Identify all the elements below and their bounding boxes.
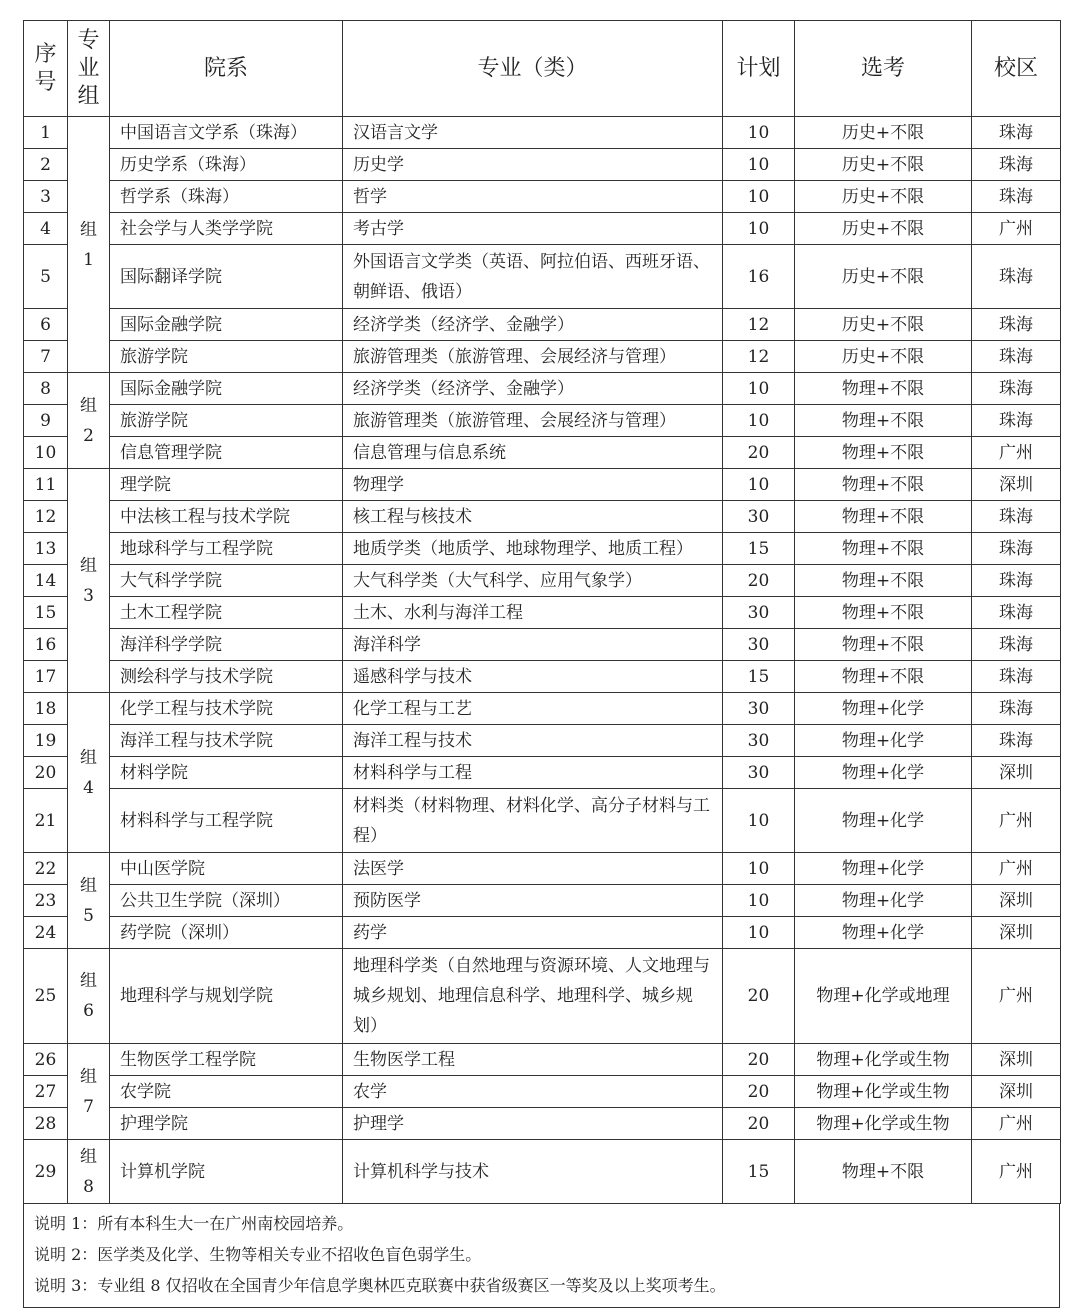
cell-campus: 珠海 (972, 117, 1061, 149)
cell-plan: 30 (723, 597, 795, 629)
cell-plan: 15 (723, 533, 795, 565)
cell-dept: 护理学院 (110, 1108, 343, 1140)
cell-subject: 历史+不限 (795, 181, 972, 213)
cell-plan: 10 (723, 917, 795, 949)
cell-dept: 国际金融学院 (110, 373, 343, 405)
cell-campus: 广州 (972, 1108, 1061, 1140)
table-row (24, 853, 1061, 885)
cell-subject: 物理+不限 (795, 501, 972, 533)
header-subject: 选考 (795, 21, 972, 117)
table-row (24, 725, 1061, 757)
cell-plan: 10 (723, 149, 795, 181)
table-row (24, 437, 1061, 469)
table-row (24, 789, 1061, 853)
cell-subject: 物理+化学 (795, 885, 972, 917)
table-row (24, 661, 1061, 693)
cell-campus: 深圳 (972, 1076, 1061, 1108)
cell-dept: 中法核工程与技术学院 (110, 501, 343, 533)
cell-dept: 地理科学与规划学院 (110, 949, 343, 1044)
cell-plan: 10 (723, 789, 795, 853)
table-row (24, 373, 1061, 405)
cell-subject: 物理+不限 (795, 565, 972, 597)
cell-campus: 珠海 (972, 181, 1061, 213)
table-row (24, 117, 1061, 149)
cell-seq: 19 (24, 725, 68, 757)
cell-plan: 10 (723, 405, 795, 437)
cell-dept: 药学院（深圳） (110, 917, 343, 949)
table-row (24, 1108, 1061, 1140)
cell-plan: 16 (723, 245, 795, 309)
cell-plan: 20 (723, 437, 795, 469)
cell-major: 地理科学类（自然地理与资源环境、人文地理与城乡规划、地理信息科学、地理科学、城乡规划） (343, 949, 723, 1044)
cell-seq: 1 (24, 117, 68, 149)
cell-dept: 化学工程与技术学院 (110, 693, 343, 725)
cell-campus: 珠海 (972, 149, 1061, 181)
cell-major: 信息管理与信息系统 (343, 437, 723, 469)
cell-major: 海洋科学 (343, 629, 723, 661)
cell-major: 旅游管理类（旅游管理、会展经济与管理） (343, 341, 723, 373)
cell-seq: 26 (24, 1044, 68, 1076)
cell-seq: 28 (24, 1108, 68, 1140)
cell-seq: 21 (24, 789, 68, 853)
cell-seq: 14 (24, 565, 68, 597)
header-dept: 院系 (110, 21, 343, 117)
notes-section (23, 1204, 1060, 1308)
cell-subject: 物理+不限 (795, 629, 972, 661)
cell-dept: 旅游学院 (110, 405, 343, 437)
table-body (24, 117, 1061, 1204)
cell-major: 化学工程与工艺 (343, 693, 723, 725)
table-row (24, 1044, 1061, 1076)
cell-campus: 广州 (972, 853, 1061, 885)
table-row (24, 629, 1061, 661)
cell-dept: 历史学系（珠海） (110, 149, 343, 181)
cell-dept: 地球科学与工程学院 (110, 533, 343, 565)
cell-subject: 物理+不限 (795, 533, 972, 565)
cell-group (68, 693, 110, 853)
cell-plan: 30 (723, 693, 795, 725)
cell-subject: 物理+化学或生物 (795, 1076, 972, 1108)
cell-seq: 8 (24, 373, 68, 405)
cell-major: 汉语言文学 (343, 117, 723, 149)
cell-major: 护理学 (343, 1108, 723, 1140)
group-label: 组7 (80, 1066, 97, 1117)
cell-dept: 测绘科学与技术学院 (110, 661, 343, 693)
header-plan: 计划 (723, 21, 795, 117)
cell-plan: 10 (723, 853, 795, 885)
table-row (24, 885, 1061, 917)
cell-seq: 5 (24, 245, 68, 309)
cell-campus: 深圳 (972, 757, 1061, 789)
cell-seq: 22 (24, 853, 68, 885)
cell-seq: 24 (24, 917, 68, 949)
table-row (24, 469, 1061, 501)
cell-subject: 物理+化学 (795, 853, 972, 885)
cell-seq: 11 (24, 469, 68, 501)
table-row (24, 309, 1061, 341)
cell-group (68, 949, 110, 1044)
table-row (24, 917, 1061, 949)
cell-plan: 12 (723, 309, 795, 341)
cell-campus: 珠海 (972, 629, 1061, 661)
cell-major: 材料科学与工程 (343, 757, 723, 789)
cell-major: 计算机科学与技术 (343, 1140, 723, 1204)
table-row (24, 949, 1061, 1044)
cell-subject: 物理+不限 (795, 373, 972, 405)
cell-campus: 深圳 (972, 469, 1061, 501)
enrollment-plan-document (23, 20, 1060, 1308)
table-row (24, 501, 1061, 533)
cell-campus: 珠海 (972, 565, 1061, 597)
cell-major: 外国语言文学类（英语、阿拉伯语、西班牙语、朝鲜语、俄语） (343, 245, 723, 309)
table-row (24, 181, 1061, 213)
cell-major: 药学 (343, 917, 723, 949)
cell-major: 物理学 (343, 469, 723, 501)
cell-seq: 6 (24, 309, 68, 341)
cell-major: 农学 (343, 1076, 723, 1108)
cell-subject: 历史+不限 (795, 341, 972, 373)
cell-plan: 30 (723, 501, 795, 533)
cell-campus: 广州 (972, 949, 1061, 1044)
cell-subject: 历史+不限 (795, 117, 972, 149)
group-label: 组8 (80, 1146, 97, 1197)
cell-plan: 20 (723, 1044, 795, 1076)
header-group: 专业组 (68, 21, 110, 117)
cell-group (68, 469, 110, 693)
cell-subject: 历史+不限 (795, 213, 972, 245)
table-row (24, 149, 1061, 181)
cell-major: 法医学 (343, 853, 723, 885)
cell-group (68, 1044, 110, 1140)
cell-group (68, 1140, 110, 1204)
cell-group (68, 373, 110, 469)
cell-seq: 25 (24, 949, 68, 1044)
cell-dept: 海洋科学学院 (110, 629, 343, 661)
cell-plan: 30 (723, 629, 795, 661)
cell-seq: 23 (24, 885, 68, 917)
cell-dept: 土木工程学院 (110, 597, 343, 629)
cell-major: 材料类（材料物理、材料化学、高分子材料与工程） (343, 789, 723, 853)
cell-seq: 16 (24, 629, 68, 661)
cell-subject: 物理+化学或生物 (795, 1044, 972, 1076)
cell-dept: 计算机学院 (110, 1140, 343, 1204)
cell-dept: 中山医学院 (110, 853, 343, 885)
cell-plan: 15 (723, 1140, 795, 1204)
cell-major: 地质学类（地质学、地球物理学、地质工程） (343, 533, 723, 565)
cell-dept: 社会学与人类学学院 (110, 213, 343, 245)
cell-campus: 珠海 (972, 533, 1061, 565)
cell-plan: 10 (723, 181, 795, 213)
table-row (24, 1076, 1061, 1108)
cell-seq: 10 (24, 437, 68, 469)
cell-dept: 中国语言文学系（珠海） (110, 117, 343, 149)
cell-seq: 15 (24, 597, 68, 629)
cell-subject: 物理+不限 (795, 405, 972, 437)
cell-dept: 国际翻译学院 (110, 245, 343, 309)
cell-major: 历史学 (343, 149, 723, 181)
cell-subject: 物理+不限 (795, 1140, 972, 1204)
cell-major: 经济学类（经济学、金融学） (343, 373, 723, 405)
cell-dept: 理学院 (110, 469, 343, 501)
group-label: 组6 (80, 971, 97, 1021)
cell-subject: 物理+化学 (795, 693, 972, 725)
cell-seq: 2 (24, 149, 68, 181)
cell-plan: 30 (723, 725, 795, 757)
group-label: 组4 (80, 747, 97, 798)
cell-campus: 珠海 (972, 373, 1061, 405)
cell-subject: 物理+化学 (795, 789, 972, 853)
cell-seq: 3 (24, 181, 68, 213)
cell-campus: 深圳 (972, 917, 1061, 949)
cell-dept: 材料学院 (110, 757, 343, 789)
cell-plan: 10 (723, 213, 795, 245)
cell-subject: 物理+化学或生物 (795, 1108, 972, 1140)
table-row (24, 597, 1061, 629)
cell-campus: 珠海 (972, 245, 1061, 309)
cell-subject: 物理+化学或地理 (795, 949, 972, 1044)
table-row (24, 213, 1061, 245)
cell-campus: 珠海 (972, 341, 1061, 373)
group-label: 组2 (80, 395, 97, 446)
cell-plan: 10 (723, 117, 795, 149)
cell-campus: 珠海 (972, 501, 1061, 533)
table-row (24, 757, 1061, 789)
cell-campus: 珠海 (972, 661, 1061, 693)
cell-seq: 12 (24, 501, 68, 533)
cell-dept: 哲学系（珠海） (110, 181, 343, 213)
cell-plan: 20 (723, 1108, 795, 1140)
header-seq: 序号 (24, 21, 68, 117)
cell-subject: 物理+化学 (795, 725, 972, 757)
cell-seq: 29 (24, 1140, 68, 1204)
cell-campus: 广州 (972, 1140, 1061, 1204)
cell-plan: 15 (723, 661, 795, 693)
cell-dept: 生物医学工程学院 (110, 1044, 343, 1076)
cell-seq: 7 (24, 341, 68, 373)
cell-seq: 9 (24, 405, 68, 437)
cell-group (68, 853, 110, 949)
cell-subject: 物理+化学 (795, 917, 972, 949)
table-row (24, 405, 1061, 437)
cell-seq: 4 (24, 213, 68, 245)
cell-campus: 深圳 (972, 885, 1061, 917)
header-major: 专业（类） (343, 21, 723, 117)
note-3: 说明 3：专业组 8 仅招收在全国青少年信息学奥林匹克联赛中获省级赛区一等奖及以上奖项考生。 (34, 1276, 726, 1295)
cell-plan: 20 (723, 565, 795, 597)
cell-major: 旅游管理类（旅游管理、会展经济与管理） (343, 405, 723, 437)
cell-subject: 物理+化学 (795, 757, 972, 789)
group-label: 组1 (80, 219, 97, 270)
cell-campus: 广州 (972, 789, 1061, 853)
cell-campus: 珠海 (972, 405, 1061, 437)
cell-seq: 27 (24, 1076, 68, 1108)
cell-seq: 20 (24, 757, 68, 789)
cell-campus: 珠海 (972, 597, 1061, 629)
cell-major: 预防医学 (343, 885, 723, 917)
table-row (24, 245, 1061, 309)
cell-subject: 物理+不限 (795, 469, 972, 501)
table-row (24, 565, 1061, 597)
cell-campus: 广州 (972, 437, 1061, 469)
cell-campus: 珠海 (972, 309, 1061, 341)
cell-seq: 17 (24, 661, 68, 693)
cell-dept: 国际金融学院 (110, 309, 343, 341)
cell-subject: 历史+不限 (795, 309, 972, 341)
cell-dept: 材料科学与工程学院 (110, 789, 343, 853)
cell-major: 哲学 (343, 181, 723, 213)
group-label: 组5 (80, 875, 97, 926)
cell-dept: 公共卫生学院（深圳） (110, 885, 343, 917)
cell-major: 核工程与核技术 (343, 501, 723, 533)
cell-major: 海洋工程与技术 (343, 725, 723, 757)
cell-group (68, 117, 110, 373)
cell-subject: 历史+不限 (795, 149, 972, 181)
cell-subject: 物理+不限 (795, 661, 972, 693)
table-row (24, 693, 1061, 725)
cell-dept: 农学院 (110, 1076, 343, 1108)
header-campus: 校区 (972, 21, 1061, 117)
cell-major: 经济学类（经济学、金融学） (343, 309, 723, 341)
cell-seq: 13 (24, 533, 68, 565)
cell-plan: 10 (723, 373, 795, 405)
cell-major: 大气科学类（大气科学、应用气象学） (343, 565, 723, 597)
cell-dept: 大气科学学院 (110, 565, 343, 597)
group-label: 组3 (80, 555, 97, 606)
cell-campus: 珠海 (972, 693, 1061, 725)
cell-subject: 物理+不限 (795, 597, 972, 629)
cell-plan: 12 (723, 341, 795, 373)
table-row (24, 533, 1061, 565)
table-header-row (24, 21, 1061, 117)
cell-dept: 信息管理学院 (110, 437, 343, 469)
cell-major: 考古学 (343, 213, 723, 245)
cell-dept: 旅游学院 (110, 341, 343, 373)
cell-plan: 30 (723, 757, 795, 789)
cell-campus: 广州 (972, 213, 1061, 245)
table-row (24, 341, 1061, 373)
cell-subject: 物理+不限 (795, 437, 972, 469)
cell-major: 土木、水利与海洋工程 (343, 597, 723, 629)
cell-subject: 历史+不限 (795, 245, 972, 309)
cell-plan: 10 (723, 469, 795, 501)
table-row (24, 1140, 1061, 1204)
note-1: 说明 1：所有本科生大一在广州南校园培养。 (34, 1214, 354, 1233)
cell-plan: 20 (723, 1076, 795, 1108)
cell-dept: 海洋工程与技术学院 (110, 725, 343, 757)
cell-major: 遥感科学与技术 (343, 661, 723, 693)
enrollment-table (23, 20, 1061, 1204)
cell-major: 生物医学工程 (343, 1044, 723, 1076)
note-2: 说明 2：医学类及化学、生物等相关专业不招收色盲色弱学生。 (34, 1245, 482, 1264)
cell-seq: 18 (24, 693, 68, 725)
cell-campus: 深圳 (972, 1044, 1061, 1076)
cell-plan: 10 (723, 885, 795, 917)
cell-campus: 珠海 (972, 725, 1061, 757)
cell-plan: 20 (723, 949, 795, 1044)
